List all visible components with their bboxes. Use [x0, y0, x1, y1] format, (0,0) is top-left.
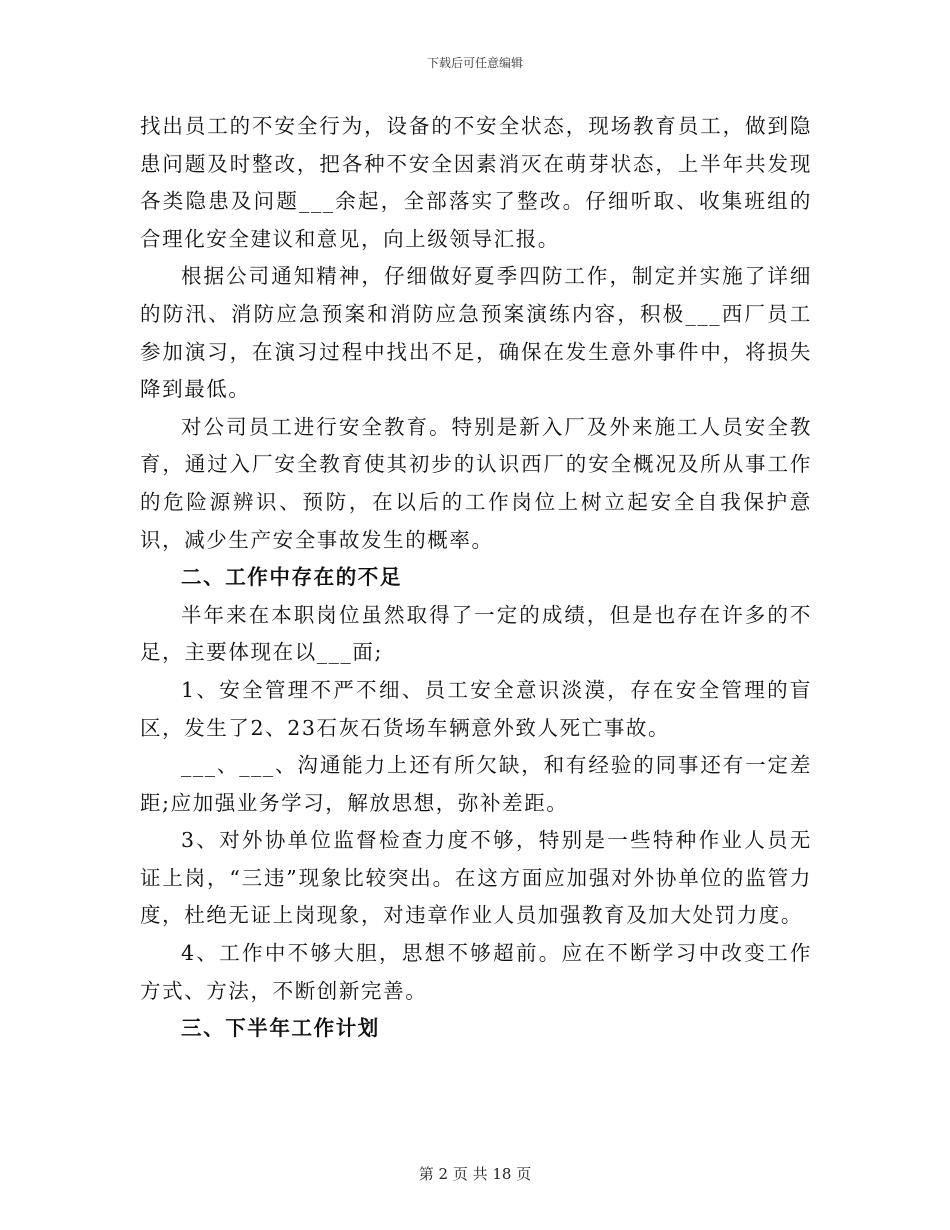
paragraph-shortcoming-3: 3、对外协单位监督检查力度不够，特别是一些特种作业人员无证上岗，“三违”现象比较突出。在这方面应加强对外协单位的监管力度，杜绝无证上岗现象，对违章作业人员加强教育及加大处罚力度。	[140, 828, 812, 928]
paragraph-shortcoming-2: ___、___、沟通能力上还有所欠缺，和有经验的同事还有一定差距;应加强业务学习，解放思想，弥补差距。	[140, 753, 812, 815]
paragraph-shortcoming-4: 4、工作中不够大胆，思想不够超前。应在不断学习中改变工作方式、方法，不断创新完善。	[140, 941, 812, 1003]
page-header: 下载后可任意编辑	[426, 56, 523, 70]
page-number: 第 2 页 共 18 页	[418, 1165, 532, 1183]
paragraph-shortcomings-intro: 半年来在本职岗位虽然取得了一定的成绩，但是也存在许多的不足，主要体现在以___面;	[140, 602, 812, 665]
paragraph-shortcoming-1: 1、安全管理不严不细、员工安全意识淡漠，存在安全管理的盲区，发生了2、23石灰石货场车辆意外致人死亡事故。	[140, 677, 812, 740]
paragraph-safety-education: 对公司员工进行安全教育。特别是新入厂及外来施工人员安全教育，通过入厂安全教育使其初步的认识西厂的安全概况及所从事工作的危险源辨识、预防，在以后的工作岗位上树立起安全自我保护意识，减少生产安全事故发生的概率。	[140, 414, 812, 552]
paragraph-safety-inspection: 找出员工的不安全行为，设备的不安全状态，现场教育员工，做到隐患问题及时整改，把各种不安全因素消灭在萌芽状态，上半年共发现各类隐患及问题___余起，全部落实了整改。仔细听取、收集班组的合理化安全建议和意见，向上级领导汇报。	[140, 114, 812, 251]
paragraph-summer-prevention: 根据公司通知精神，仔细做好夏季四防工作，制定并实施了详细的防汛、消防应急预案和消防应急预案演练内容，积极___西厂员工参加演习，在演习过程中找出不足，确保在发生意外事件中，将损失降到最低。	[140, 264, 812, 402]
document-body	[140, 108, 812, 1048]
section-heading-plan: 三、下半年工作计划	[181, 1016, 380, 1041]
section-heading-shortcomings: 二、工作中存在的不足	[181, 565, 402, 590]
